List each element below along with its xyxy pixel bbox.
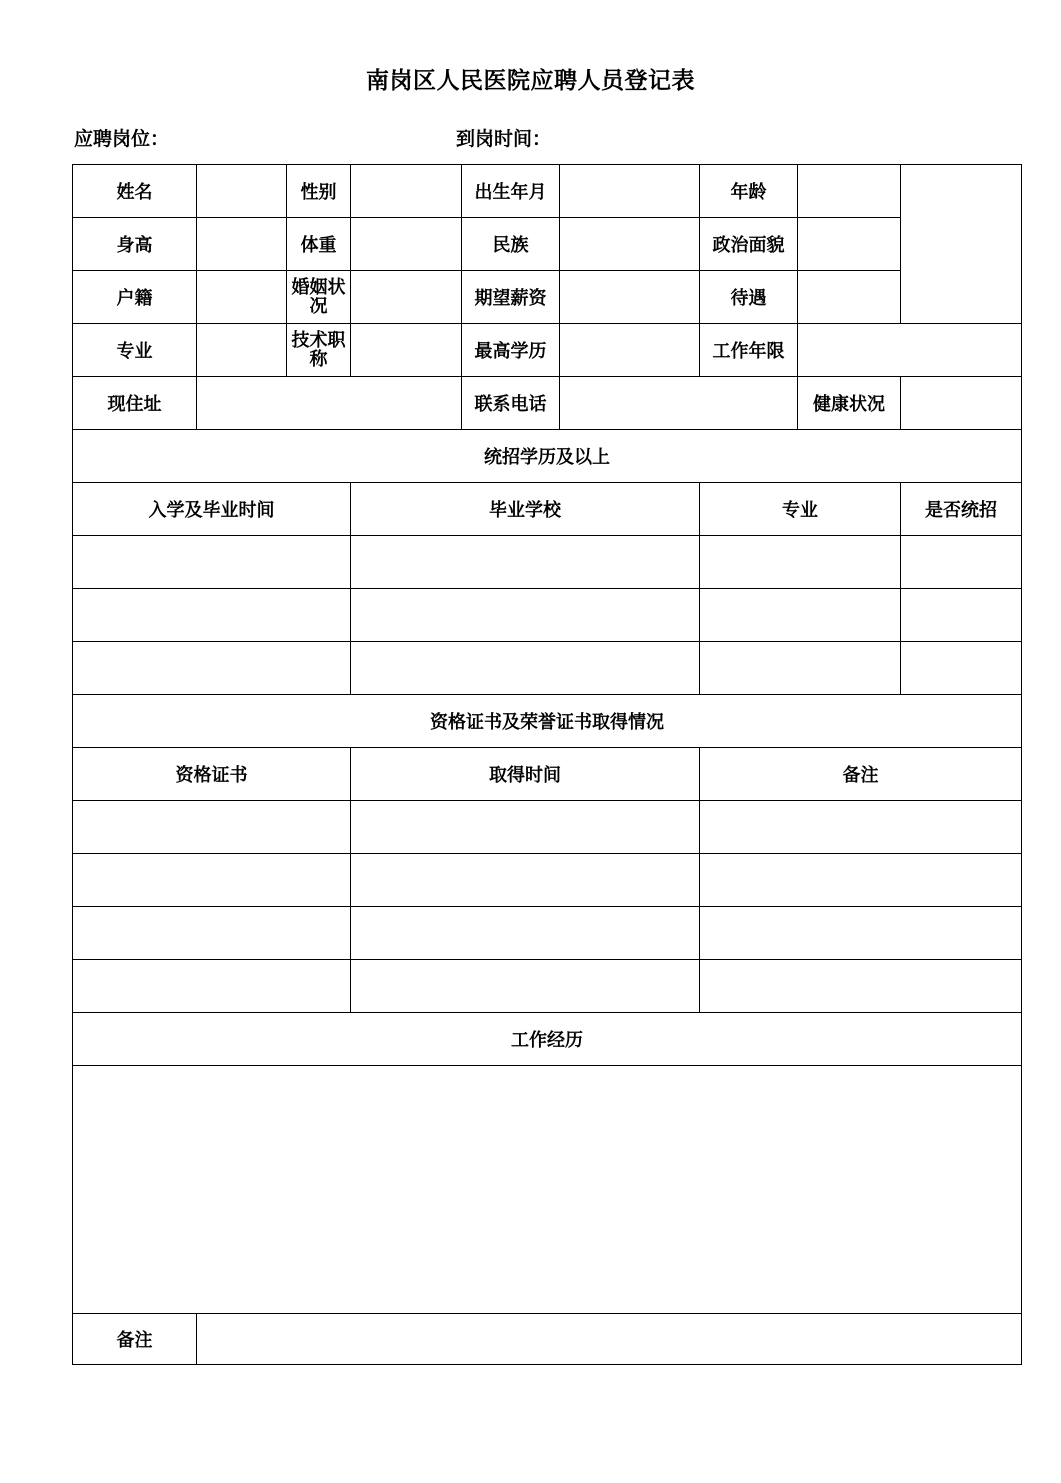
education-row	[73, 642, 1022, 695]
education-unified-input[interactable]	[901, 642, 1022, 695]
form-title: 南岗区人民医院应聘人员登记表	[366, 67, 695, 94]
name-label: 姓名	[73, 165, 197, 218]
education-section-title: 统招学历及以上	[73, 430, 1022, 483]
height-input[interactable]	[197, 218, 287, 271]
education-unified-input[interactable]	[901, 536, 1022, 589]
certificate-header-note: 备注	[700, 748, 1022, 801]
certificate-name-input[interactable]	[73, 801, 351, 854]
certificate-section-title: 资格证书及荣誉证书取得情况	[73, 695, 1022, 748]
salary-label: 期望薪资	[462, 271, 560, 324]
birth-input[interactable]	[560, 165, 700, 218]
position-label: 应聘岗位：	[74, 128, 170, 150]
education-major-input[interactable]	[700, 589, 901, 642]
certificate-header-date: 取得时间	[351, 748, 700, 801]
education-header-unified: 是否统招	[901, 483, 1022, 536]
education-period-input[interactable]	[73, 642, 351, 695]
height-label: 身高	[73, 218, 197, 271]
birth-label: 出生年月	[462, 165, 560, 218]
marital-input[interactable]	[351, 271, 462, 324]
ethnicity-label: 民族	[462, 218, 560, 271]
registration-table	[72, 164, 1022, 1365]
arrival-time-field[interactable]	[456, 124, 671, 151]
tech-title-label-line-1: 技术职	[291, 330, 346, 351]
certificate-date-input[interactable]	[351, 960, 700, 1013]
education-label: 最高学历	[462, 324, 560, 377]
certificate-row	[73, 801, 1022, 854]
work-section-row	[73, 1013, 1022, 1066]
remarks-row	[73, 1314, 1022, 1365]
basic-row-3	[73, 271, 1022, 324]
certificate-row	[73, 907, 1022, 960]
household-input[interactable]	[197, 271, 287, 324]
education-header-period: 入学及毕业时间	[73, 483, 351, 536]
health-input[interactable]	[901, 377, 1022, 430]
certificate-name-input[interactable]	[73, 854, 351, 907]
education-header-row	[73, 483, 1022, 536]
education-header-major: 专业	[700, 483, 901, 536]
certificate-header-name: 资格证书	[73, 748, 351, 801]
work-content-row	[73, 1066, 1022, 1314]
education-section-row	[73, 430, 1022, 483]
position-field[interactable]	[74, 124, 289, 151]
politics-input[interactable]	[798, 218, 901, 271]
name-input[interactable]	[197, 165, 287, 218]
phone-label: 联系电话	[462, 377, 560, 430]
certificate-date-input[interactable]	[351, 801, 700, 854]
basic-row-5	[73, 377, 1022, 430]
remarks-label: 备注	[73, 1314, 197, 1365]
certificate-section-row	[73, 695, 1022, 748]
weight-label: 体重	[287, 218, 351, 271]
age-input[interactable]	[798, 165, 901, 218]
education-input[interactable]	[560, 324, 700, 377]
education-school-input[interactable]	[351, 642, 700, 695]
address-input[interactable]	[197, 377, 462, 430]
remarks-input[interactable]	[197, 1314, 1022, 1365]
photo-cell[interactable]	[901, 165, 1022, 324]
treatment-label: 待遇	[700, 271, 798, 324]
address-label: 现住址	[73, 377, 197, 430]
education-school-input[interactable]	[351, 536, 700, 589]
education-row	[73, 589, 1022, 642]
health-label: 健康状况	[798, 377, 901, 430]
certificate-row	[73, 854, 1022, 907]
marital-label-line-1: 婚姻状	[291, 277, 346, 298]
education-header-school: 毕业学校	[351, 483, 700, 536]
tech-title-label-line-2: 称	[309, 349, 328, 370]
ethnicity-input[interactable]	[560, 218, 700, 271]
certificate-header-row	[73, 748, 1022, 801]
education-unified-input[interactable]	[901, 589, 1022, 642]
certificate-note-input[interactable]	[700, 907, 1022, 960]
gender-label: 性别	[287, 165, 351, 218]
weight-input[interactable]	[351, 218, 462, 271]
tech-title-input[interactable]	[351, 324, 462, 377]
major-label: 专业	[73, 324, 197, 377]
household-label: 户籍	[73, 271, 197, 324]
basic-row-1	[73, 165, 1022, 218]
education-major-input[interactable]	[700, 642, 901, 695]
certificate-date-input[interactable]	[351, 907, 700, 960]
salary-input[interactable]	[560, 271, 700, 324]
education-major-input[interactable]	[700, 536, 901, 589]
phone-input[interactable]	[560, 377, 798, 430]
age-label: 年龄	[700, 165, 798, 218]
basic-row-2	[73, 218, 1022, 271]
education-period-input[interactable]	[73, 536, 351, 589]
education-row	[73, 536, 1022, 589]
marital-label	[287, 271, 351, 324]
certificate-name-input[interactable]	[73, 907, 351, 960]
certificate-note-input[interactable]	[700, 960, 1022, 1013]
arrival-time-label: 到岗时间：	[456, 128, 552, 150]
certificate-row	[73, 960, 1022, 1013]
education-school-input[interactable]	[351, 589, 700, 642]
marital-label-line-2: 况	[309, 296, 328, 317]
work-section-title: 工作经历	[73, 1013, 1022, 1066]
gender-input[interactable]	[351, 165, 462, 218]
work-years-input[interactable]	[798, 324, 1022, 377]
politics-label: 政治面貌	[700, 218, 798, 271]
basic-row-4	[73, 324, 1022, 377]
education-period-input[interactable]	[73, 589, 351, 642]
tech-title-label	[287, 324, 351, 377]
certificate-note-input[interactable]	[700, 801, 1022, 854]
major-input[interactable]	[197, 324, 287, 377]
certificate-name-input[interactable]	[73, 960, 351, 1013]
work-years-label: 工作年限	[700, 324, 798, 377]
treatment-input[interactable]	[798, 271, 901, 324]
work-history-input[interactable]	[73, 1066, 1022, 1314]
certificate-note-input[interactable]	[700, 854, 1022, 907]
certificate-date-input[interactable]	[351, 854, 700, 907]
